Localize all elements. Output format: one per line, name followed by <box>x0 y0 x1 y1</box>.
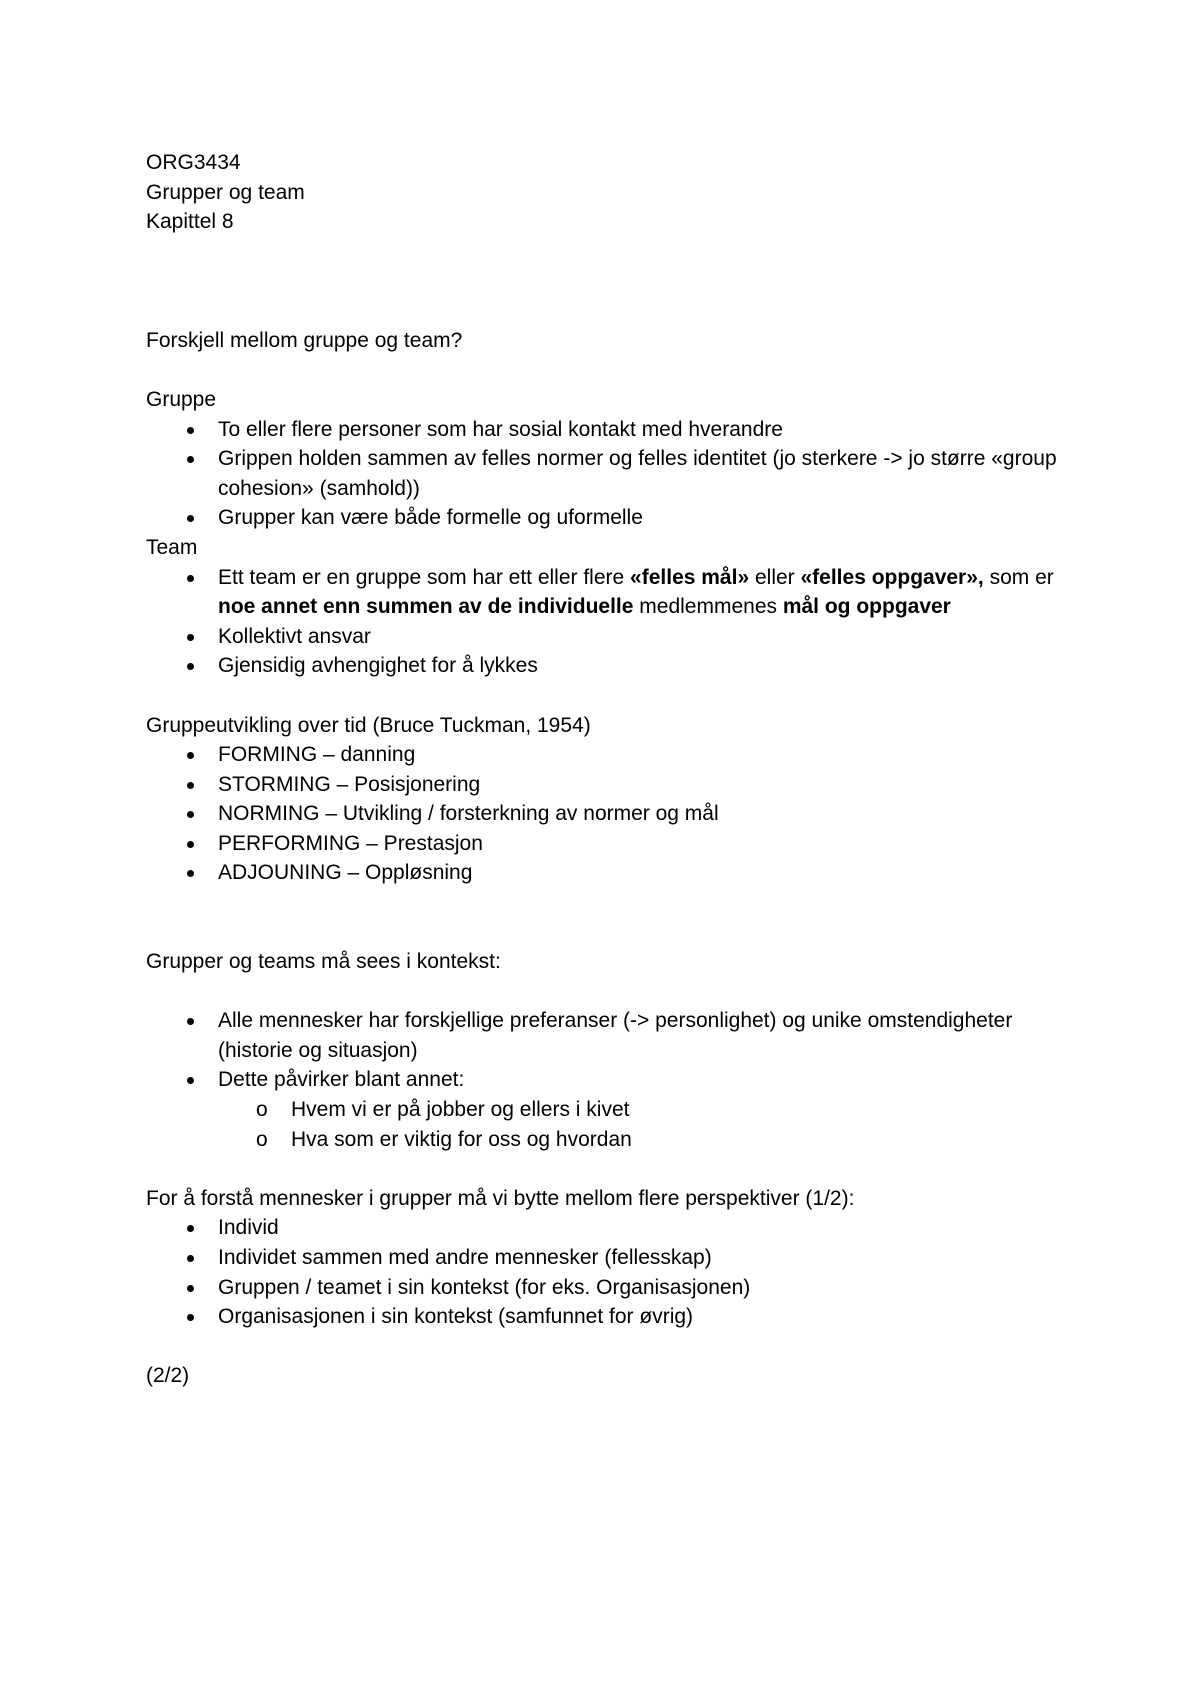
kontekst-list <box>146 1006 1066 1154</box>
text-run: eller <box>749 565 801 589</box>
document-page <box>146 148 1066 1391</box>
list-item: NORMING – Utvikling / forsterkning av normer og mål <box>146 799 1066 829</box>
list-item: Grippen holden sammen av felles normer og felles identitet (jo sterkere -> jo større «group cohesion» (samhold)) <box>146 444 1066 503</box>
bold-run: «felles oppgaver», <box>800 565 984 589</box>
spacer <box>146 977 1066 1007</box>
chapter-label: Kapittel 8 <box>146 210 234 234</box>
bold-run: noe annet enn summen av de individuelle <box>218 595 634 619</box>
list-item: FORMING – danning <box>146 740 1066 770</box>
tuckman-heading: Gruppeutvikling over tid (Bruce Tuckman, 1954) <box>146 713 591 737</box>
list-item: To eller flere personer som har sosial kontakt med hverandre <box>146 415 1066 445</box>
list-item: Alle mennesker har forskjellige preferanser (-> personlighet) og unike omstendigheter (historie og situasjon) <box>146 1006 1066 1065</box>
text-run: Ett team er en gruppe som har ett eller flere <box>218 565 631 589</box>
list-item: Gruppen / teamet i sin kontekst (for eks. Organisasjonen) <box>146 1273 1066 1303</box>
text-run: medlemmenes <box>633 595 783 619</box>
spacer <box>146 888 1066 947</box>
spacer <box>146 1154 1066 1184</box>
spacer <box>146 1332 1066 1362</box>
spacer <box>146 237 1066 326</box>
list-item: ADJOUNING – Oppløsning <box>146 858 1066 888</box>
tuckman-list <box>146 740 1066 888</box>
list-item: Individ <box>146 1213 1066 1243</box>
footer-note: (2/2) <box>146 1364 190 1388</box>
team-list <box>146 563 1066 681</box>
text-run: som er <box>983 565 1054 589</box>
list-item: PERFORMING – Prestasjon <box>146 829 1066 859</box>
bold-run: «felles mål» <box>630 565 750 589</box>
gruppe-list <box>146 415 1066 533</box>
list-item: Organisasjonen i sin kontekst (samfunnet for øvrig) <box>146 1302 1066 1332</box>
perspektiver-heading: For å forstå mennesker i grupper må vi bytte mellom flere perspektiver (1/2): <box>146 1186 855 1210</box>
question-heading: Forskjell mellom gruppe og team? <box>146 328 463 352</box>
team-heading: Team <box>146 535 198 559</box>
topic-title: Grupper og team <box>146 180 305 204</box>
perspektiver-list <box>146 1213 1066 1331</box>
gruppe-heading: Gruppe <box>146 387 217 411</box>
list-item: STORMING – Posisjonering <box>146 770 1066 800</box>
list-item: Gjensidig avhengighet for å lykkes <box>146 651 1066 681</box>
list-item: Kollektivt ansvar <box>146 622 1066 652</box>
list-item: Individet sammen med andre mennesker (fellesskap) <box>146 1243 1066 1273</box>
sub-list-item: o Hva som er viktig for oss og hvordan <box>146 1125 1066 1155</box>
bold-run: mål og oppgaver <box>782 595 951 619</box>
list-item <box>146 563 1066 622</box>
spacer <box>146 681 1066 711</box>
sub-list-item: o Hvem vi er på jobber og ellers i kivet <box>146 1095 1066 1125</box>
list-item: Grupper kan være både formelle og uformelle <box>146 503 1066 533</box>
spacer <box>146 355 1066 385</box>
list-item: Dette påvirker blant annet: <box>146 1065 1066 1095</box>
course-code: ORG3434 <box>146 151 241 174</box>
kontekst-heading: Grupper og teams må sees i kontekst: <box>146 950 501 974</box>
